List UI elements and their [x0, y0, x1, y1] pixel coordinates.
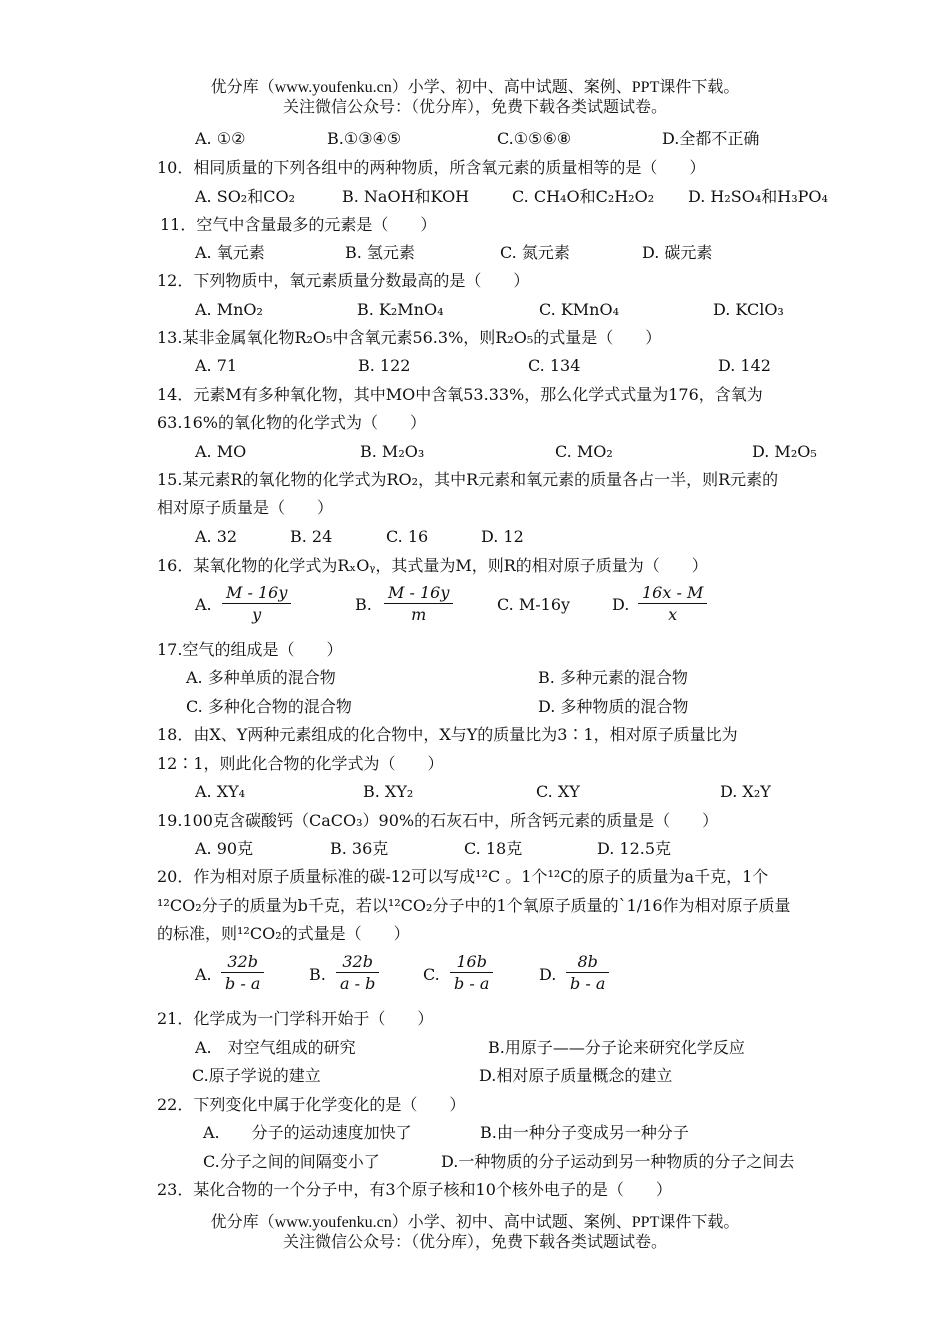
q13-stem: 13.某非金属氧化物R₂O₅中含氧元素56.3%，则R₂O₅的式量是（ ） — [157, 328, 662, 347]
q20-b-numerator: 32b — [342, 952, 373, 971]
q19-option-b: B. 36克 — [330, 839, 389, 858]
q16-d-denominator: x — [668, 605, 678, 624]
q16-option-b-label: B. — [355, 595, 372, 614]
q16-stem: 16．某氧化物的化学式为RₓOᵧ，其式量为M，则R的相对原子质量为（ ） — [157, 556, 708, 575]
q18-option-c: C. XY — [536, 782, 580, 801]
q20-d-denominator: b - a — [570, 974, 606, 993]
q22-option-c: C.分子之间的间隔变小了 — [203, 1152, 380, 1171]
q20-option-d-fraction — [566, 952, 609, 995]
q13-option-a: A. 71 — [195, 356, 238, 375]
q14-option-b: B. M₂O₃ — [360, 442, 425, 461]
q21-option-b: B.用原子——分子论来研究化学反应 — [488, 1038, 745, 1057]
q17-option-c: C. 多种化合物的混合物 — [186, 697, 352, 716]
q21-option-d: D.相对原子质量概念的建立 — [479, 1066, 673, 1085]
q20-stem-line-3: 的标准，则¹²CO₂的式量是（ ） — [157, 924, 410, 943]
q16-option-c: C. M-16y — [497, 595, 571, 614]
q10-option-a: A. SO₂和CO₂ — [195, 187, 295, 206]
q9-option-d: D.全都不正确 — [662, 129, 760, 148]
q13-option-c: C. 134 — [528, 356, 581, 375]
q15-option-a: A. 32 — [195, 527, 238, 546]
q21-stem: 21．化学成为一门学科开始于（ ） — [157, 1009, 434, 1028]
q19-stem: 19.100克含碳酸钙（CaCO₃）90%的石灰石中，所含钙元素的质量是（ ） — [157, 811, 719, 830]
q16-option-b-fraction — [384, 583, 453, 626]
q11-option-a: A. 氧元素 — [195, 243, 265, 262]
q16-b-denominator: m — [411, 605, 427, 624]
q14-stem-line-1: 14．元素M有多种氧化物，其中MO中含氧53.33%，那么化学式式量为176，含氧为 — [157, 385, 763, 404]
q20-c-denominator: b - a — [454, 974, 490, 993]
q20-a-numerator: 32b — [227, 952, 258, 971]
q11-option-b: B. 氢元素 — [345, 243, 415, 262]
q20-option-b-fraction — [336, 952, 379, 995]
q17-option-a: A. 多种单质的混合物 — [186, 668, 336, 687]
q20-b-denominator: a - b — [340, 974, 376, 993]
q18-stem-line-2: 12∶1，则此化合物的化学式为（ ） — [157, 754, 444, 773]
q12-option-a: A. MnO₂ — [195, 300, 263, 319]
q10-option-d: D. H₂SO₄和H₃PO₄ — [688, 187, 828, 206]
q14-option-a: A. MO — [195, 442, 247, 461]
q11-option-d: D. 碳元素 — [642, 243, 713, 262]
q23-stem: 23．某化合物的一个分子中，有3个原子核和10个核外电子的是（ ） — [157, 1180, 672, 1199]
q17-option-b: B. 多种元素的混合物 — [538, 668, 688, 687]
q14-stem-line-2: 63.16%的氧化物的化学式为（ ） — [157, 413, 427, 432]
q20-option-c-label: C. — [423, 965, 440, 984]
q13-option-b: B. 122 — [358, 356, 411, 375]
header-line-2: 关注微信公众号：（优分库），免费下载各类试题试卷。 — [282, 99, 667, 116]
q17-stem: 17.空气的组成是（ ） — [157, 640, 343, 659]
footer-line-2: 关注微信公众号：（优分库），免费下载各类试题试卷。 — [282, 1234, 667, 1251]
q20-stem-line-2: ¹²CO₂分子的质量为b千克，若以¹²CO₂分子中的1个氧原子质量的`1/16作为相对原子质量 — [157, 896, 791, 915]
q20-d-numerator: 8b — [577, 952, 598, 971]
q20-option-b-label: B. — [309, 965, 326, 984]
q12-option-b: B. K₂MnO₄ — [357, 300, 444, 319]
q19-option-a: A. 90克 — [195, 839, 254, 858]
q9-option-b: B.①③④⑤ — [327, 129, 402, 148]
q22-option-d: D.一种物质的分子运动到另一种物质的分子之间去 — [441, 1152, 795, 1171]
q16-b-numerator: M - 16y — [388, 583, 450, 602]
q15-stem-line-1: 15.某元素R的氧化物的化学式为RO₂，其中R元素和氧元素的质量各占一半，则R元素的 — [157, 470, 779, 489]
q11-stem: 11．空气中含量最多的元素是（ ） — [160, 215, 437, 234]
footer-line-1: 优分库（www.youfenku.cn）小学、初中、高中试题、案例、PPT课件下载。 — [210, 1214, 740, 1231]
q12-option-d: D. KClO₃ — [713, 300, 784, 319]
q19-option-c: C. 18克 — [464, 839, 523, 858]
q15-option-d: D. 12 — [481, 527, 524, 546]
q15-option-b: B. 24 — [290, 527, 333, 546]
q9-option-a: A. ①② — [195, 129, 246, 148]
q18-option-a: A. XY₄ — [195, 782, 246, 801]
q13-option-d: D. 142 — [718, 356, 771, 375]
q22-option-a: A. 分子的运动速度加快了 — [203, 1123, 412, 1142]
q16-option-a-label: A. — [195, 595, 212, 614]
q16-option-a-fraction — [222, 583, 291, 626]
q21-option-c: C.原子学说的建立 — [192, 1066, 321, 1085]
q20-option-a-label: A. — [195, 965, 212, 984]
q20-a-denominator: b - a — [225, 974, 261, 993]
q11-option-c: C. 氮元素 — [500, 243, 570, 262]
q12-option-c: C. KMnO₄ — [539, 300, 620, 319]
q17-option-d: D. 多种物质的混合物 — [538, 697, 689, 716]
q18-option-d: D. X₂Y — [720, 782, 771, 801]
q14-option-c: C. MO₂ — [555, 442, 613, 461]
q16-option-d-label: D. — [612, 595, 630, 614]
q20-stem-line-1: 20．作为相对原子质量标准的碳-12可以写成¹²C 。1个¹²C的原子的质量为a千克，1个 — [157, 867, 769, 886]
q16-a-denominator: y — [252, 605, 262, 624]
q10-option-b: B. NaOH和KOH — [342, 187, 470, 206]
q19-option-d: D. 12.5克 — [597, 839, 672, 858]
q12-stem: 12．下列物质中，氧元素质量分数最高的是（ ） — [157, 271, 530, 290]
q21-option-a: A. 对空气组成的研究 — [195, 1038, 356, 1057]
q20-option-d-label: D. — [539, 965, 557, 984]
q20-option-c-fraction — [450, 952, 493, 995]
q10-option-c: C. CH₄O和C₂H₂O₂ — [512, 187, 655, 206]
q14-option-d: D. M₂O₅ — [752, 442, 817, 461]
q16-option-d-fraction — [638, 583, 707, 626]
q18-stem-line-1: 18．由X、Y两种元素组成的化合物中，X与Y的质量比为3∶1，相对原子质量比为 — [157, 725, 738, 744]
q18-option-b: B. XY₂ — [363, 782, 414, 801]
q10-stem: 10．相同质量的下列各组中的两种物质，所含氧元素的质量相等的是（ ） — [157, 158, 706, 177]
header-line-1: 优分库（www.youfenku.cn）小学、初中、高中试题、案例、PPT课件下载。 — [210, 79, 740, 96]
q16-a-numerator: M - 16y — [226, 583, 288, 602]
q16-d-numerator: 16x - M — [642, 583, 704, 602]
q20-option-a-fraction — [221, 952, 264, 995]
q22-option-b: B.由一种分子变成另一种分子 — [480, 1123, 689, 1142]
q9-option-c: C.①⑤⑥⑧ — [497, 129, 572, 148]
q15-stem-line-2: 相对原子质量是（ ） — [157, 498, 334, 517]
q20-c-numerator: 16b — [456, 952, 487, 971]
q15-option-c: C. 16 — [386, 527, 429, 546]
q22-stem: 22．下列变化中属于化学变化的是（ ） — [157, 1095, 466, 1114]
